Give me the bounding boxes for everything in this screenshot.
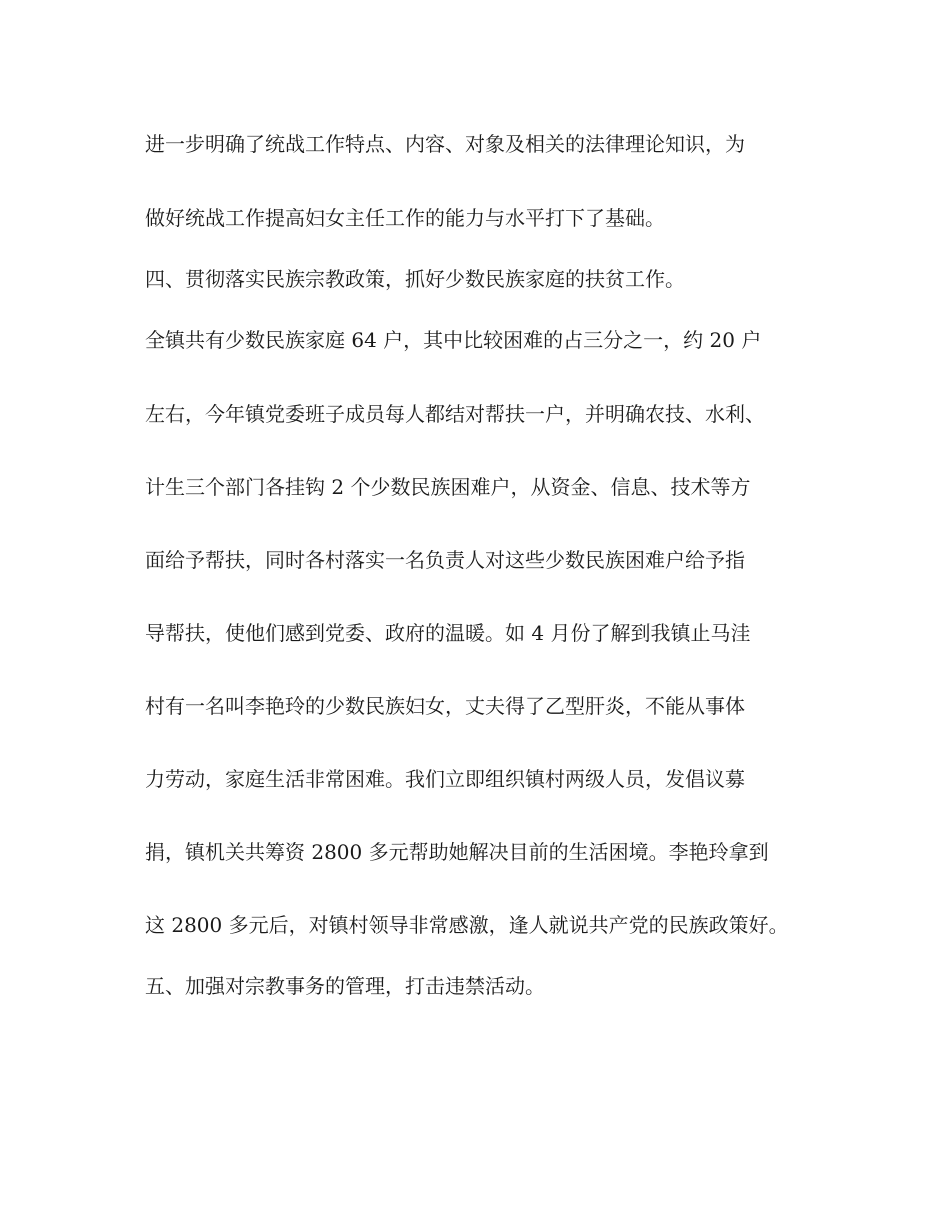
- paragraph-line: 进一步明确了统战工作特点、内容、对象及相关的法律理论知识，为: [145, 132, 745, 156]
- paragraph-line: 计生三个部门各挂钩 2 个少数民族困难户，从资金、信息、技术等方: [145, 475, 751, 499]
- paragraph-line: 全镇共有少数民族家庭 64 户，其中比较困难的占三分之一，约 20 户: [145, 328, 762, 352]
- paragraph-line: 面给予帮扶，同时各村落实一名负责人对这些少数民族困难户给予指: [145, 548, 745, 572]
- section-heading-four: 四、贯彻落实民族宗教政策，抓好少数民族家庭的扶贫工作。: [145, 267, 685, 291]
- paragraph-line: 这 2800 多元后，对镇村领导非常感激，逢人就说共产党的民族政策好。: [145, 913, 789, 937]
- paragraph-line: 左右，今年镇党委班子成员每人都结对帮扶一户，并明确农技、水利、: [145, 402, 765, 426]
- section-heading-five: 五、加强对宗教事务的管理，打击违禁活动。: [145, 974, 545, 998]
- paragraph-line: 做好统战工作提高妇女主任工作的能力与水平打下了基础。: [145, 206, 665, 230]
- paragraph-line: 力劳动，家庭生活非常困难。我们立即组织镇村两级人员，发倡议募: [145, 767, 745, 791]
- paragraph-line: 捐，镇机关共筹资 2800 多元帮助她解决目前的生活困境。李艳玲拿到: [145, 840, 769, 864]
- paragraph-line: 村有一名叫李艳玲的少数民族妇女，丈夫得了乙型肝炎，不能从事体: [145, 694, 745, 718]
- paragraph-line: 导帮扶，使他们感到党委、政府的温暖。如 4 月份了解到我镇止马洼: [145, 621, 751, 645]
